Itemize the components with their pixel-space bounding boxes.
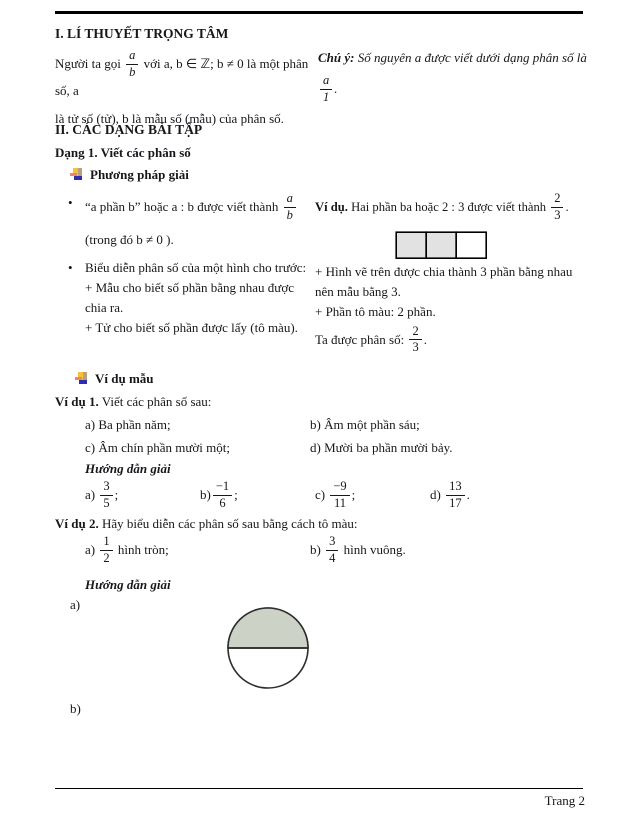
example-result-text: Ta được phân số: <box>315 331 405 347</box>
example-note2: + Phần tô màu: 2 phần. <box>315 303 436 319</box>
note-period: . <box>334 81 338 97</box>
example-note1b: nên mẫu bằng 3. <box>315 283 401 299</box>
method-title-row <box>70 167 189 183</box>
answer-sep: ; <box>114 487 119 503</box>
method-rule2-plus1: + Mẫu cho biết số phần bằng nhau được chia ra. <box>85 279 294 315</box>
theory-text-line2: là tử số (tử), b là mẫu số (mẫu) của phân số. <box>55 110 284 126</box>
bar-cell-shaded <box>396 232 426 258</box>
fraction-13-17: $\frac{13}{17}$ <box>446 480 465 511</box>
fraction-2-3: $\frac{2}{3}$ <box>551 192 563 223</box>
vd1-prompt: Viết các phân số sau: <box>101 394 212 409</box>
method-title: Phương pháp giải <box>90 167 189 182</box>
note-label: Chú ý: <box>318 50 355 65</box>
vd2-label: Ví dụ 2. <box>55 516 99 531</box>
vd1-prompt-row <box>55 394 211 410</box>
vd2-item-b <box>310 536 406 567</box>
fraction-3-5: $\frac{3}{5}$ <box>100 480 112 511</box>
answer-key: d) <box>430 487 441 503</box>
examples-title-row <box>75 371 154 387</box>
bottom-rule <box>55 788 583 789</box>
vd2-prompt: Hãy biểu diễn các phân số sau bằng cách tô màu: <box>101 516 358 531</box>
section1-heading: I. LÍ THUYẾT TRỌNG TÂM <box>55 26 229 41</box>
examples-title: Ví dụ mẫu <box>95 371 154 386</box>
example-text: Hai phần ba hoặc 2 : 3 được viết thành <box>351 200 547 215</box>
circle-shaded-half <box>228 608 308 648</box>
fraction-a-b: $\frac{a}{b}$ <box>126 49 138 80</box>
vd1-label: Ví dụ 1. <box>55 394 99 409</box>
half-shaded-circle-figure <box>226 606 310 690</box>
item-text: hình tròn; <box>117 542 169 558</box>
item-key: b) <box>310 542 321 558</box>
example-label: Ví dụ. <box>315 200 348 215</box>
answer-key: b) <box>200 487 211 503</box>
answer-sep: ; <box>234 487 238 503</box>
page-number: Trang 2 <box>544 793 585 808</box>
answer-b <box>200 481 238 512</box>
vd1-solution-label: Hướng dẫn giải <box>85 461 171 476</box>
fraction-neg9-11: $\frac{-9}{11}$ <box>330 480 349 511</box>
vd2-solution-label: Hướng dẫn giải <box>85 577 171 592</box>
note-block <box>318 48 588 106</box>
theory-text-mid: với a, b ∈ ℤ; b ≠ 0 là một phân số, a <box>55 56 309 98</box>
vd1-item-c: c) Âm chín phần mười một; <box>85 440 230 455</box>
answer-d <box>430 481 470 512</box>
method-rule1-cont: (trong đó b ≠ 0 ). <box>85 231 174 247</box>
answer-key: c) <box>315 487 326 503</box>
answer-sep: ; <box>351 487 356 503</box>
dang1-heading: Dạng 1. Viết các phân số <box>55 145 191 160</box>
vd2-part-a-label: a) <box>70 597 81 612</box>
fraction-2-3-result: $\frac{2}{3}$ <box>409 325 421 356</box>
example-result-period: . <box>423 331 427 347</box>
theory-paragraph <box>55 50 317 129</box>
item-text: hình vuông. <box>343 542 406 558</box>
item-key: a) <box>85 542 96 558</box>
vd2-item-a <box>85 536 169 567</box>
vd1-item-d: d) Mười ba phần mười bảy. <box>310 440 453 455</box>
method-rule2-text: Biểu diễn phân số của một hình cho trước: <box>85 259 307 275</box>
bar-cell-empty <box>456 232 486 258</box>
answer-key: a) <box>85 487 96 503</box>
bar-cell-shaded <box>426 232 456 258</box>
vd1-item-b: b) Âm một phần sáu; <box>310 417 420 432</box>
fraction-a-1: $\frac{a}{1}$ <box>320 74 332 105</box>
method-rule2-plus2: + Tử cho biết số phần được lấy (tô màu). <box>85 319 298 335</box>
top-rule <box>55 11 583 14</box>
fraction-a-b-rule: $\frac{a}{b}$ <box>284 192 296 223</box>
method-rule1-text: “a phần b” hoặc a : b được viết thành <box>85 199 279 215</box>
section-marker-icon <box>70 168 83 180</box>
answer-sep: . <box>466 487 470 503</box>
example-note1a: + Hình vẽ trên được chia thành 3 phần bằng nhau <box>315 263 573 279</box>
vd2-part-b-label: b) <box>70 701 81 716</box>
fraction-3-4: $\frac{3}{4}$ <box>326 535 338 566</box>
bar-figure <box>395 231 488 260</box>
section2-heading: II. CÁC DẠNG BÀI TẬP <box>55 122 203 137</box>
bullet-marker: • <box>68 259 73 275</box>
fraction-1-2: $\frac{1}{2}$ <box>100 535 112 566</box>
note-text: Số nguyên a được viết dưới dạng phân số là <box>357 50 587 65</box>
vd2-prompt-row <box>55 516 358 532</box>
answer-a <box>85 481 118 512</box>
fraction-neg1-6: $\frac{-1}{6}$ <box>213 480 232 511</box>
bullet-marker: • <box>68 195 73 210</box>
method-right-column <box>315 193 591 356</box>
answer-c <box>315 481 355 512</box>
theory-text-pre: Người ta gọi <box>55 56 121 72</box>
example-period: . <box>565 200 569 215</box>
section-marker-icon <box>75 372 88 384</box>
vd1-item-a: a) Ba phần năm; <box>85 417 171 432</box>
method-left-column <box>68 193 316 338</box>
